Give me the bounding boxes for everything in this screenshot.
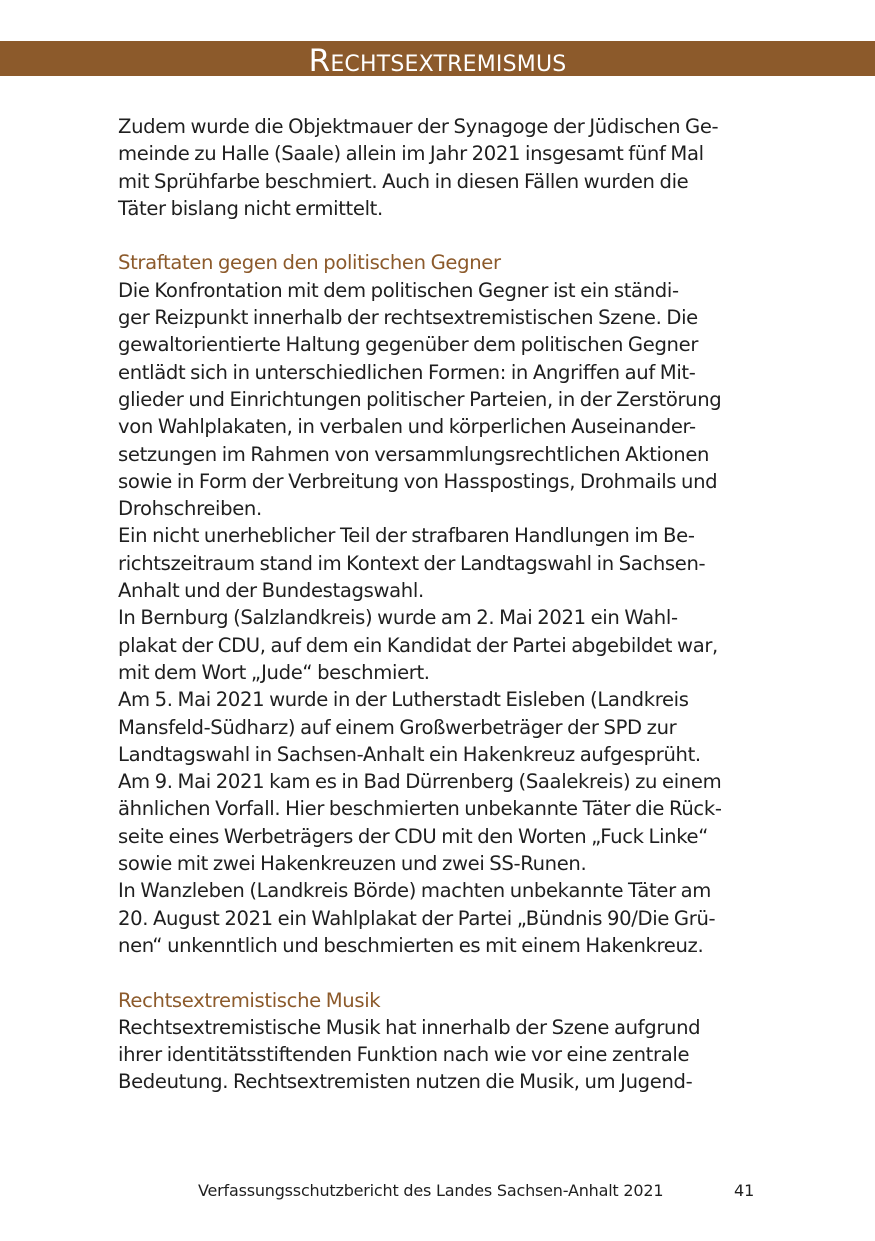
paragraph-line: plakat der CDU, auf dem ein Kandidat der Partei abgebildet war, [118, 633, 718, 657]
paragraph-line: Anhalt und der Bundestagswahl. [118, 579, 424, 603]
paragraph-line: mit Sprühfarbe beschmiert. Auch in diesen Fällen wurden die [118, 169, 689, 193]
paragraph-line: Zudem wurde die Objektmauer der Synagoge der Jüdischen Ge- [118, 115, 719, 138]
paragraph-line: richtszeitraum stand im Kontext der Landtagswahl in Sachsen- [118, 551, 706, 575]
page-number: 41 [734, 1181, 755, 1200]
paragraph-line: Landtagswahl in Sachsen-Anhalt ein Hakenkreuz aufgesprüht. [118, 742, 701, 766]
paragraph-line: ihrer identitätsstiftenden Funktion nach wie vor eine zentrale [118, 1043, 690, 1067]
paragraph-line: ger Reizpunkt innerhalb der rechtsextremistischen Szene. Die [118, 306, 698, 330]
paragraph-line: sowie in Form der Verbreitung von Hasspostings, Drohmails und [118, 469, 718, 493]
chapter-title: Rechtsextremismus [308, 43, 567, 79]
paragraph-line: meinde zu Halle (Saale) allein im Jahr 2021 insgesamt fünf Mal [118, 142, 704, 166]
paragraph-line: Bedeutung. Rechtsextremisten nutzen die Musik, um Jugend- [118, 1070, 693, 1094]
footer-text: Verfassungsschutzbericht des Landes Sachsen-Anhalt 2021 [198, 1181, 664, 1200]
paragraph-line: Rechtsextremistische Musik hat innerhalb der Szene aufgrund [118, 1015, 701, 1039]
paragraph-line: Drohschreiben. [118, 497, 262, 521]
paragraph-line: nen“ unkenntlich und beschmierten es mit einem Hakenkreuz. [118, 933, 704, 957]
page-body [118, 113, 758, 1096]
paragraph-line: In Wanzleben (Landkreis Börde) machten unbekannte Täter am [118, 879, 712, 903]
paragraph-line: In Bernburg (Salzlandkreis) wurde am 2. Mai 2021 ein Wahl- [118, 606, 678, 630]
paragraph-line: 20. August 2021 ein Wahlplakat der Partei „Bündnis 90/Die Grü- [118, 906, 716, 930]
paragraph-line: seite eines Werbeträgers der CDU mit den Worten „Fuck Linke“ [118, 824, 709, 848]
paragraph-line: Täter bislang nicht ermittelt. [118, 196, 383, 220]
paragraph-line: Die Konfrontation mit dem politischen Gegner ist ein ständi- [118, 278, 679, 302]
paragraph-line: ähnlichen Vorfall. Hier beschmierten unbekannte Täter die Rück- [118, 797, 722, 821]
section-heading: Rechtsextremistische Musik [118, 988, 381, 1012]
paragraph-line: von Wahlplakaten, in verbalen und körperlichen Auseinander- [118, 415, 696, 439]
paragraph-line: setzungen im Rahmen von versammlungsrechtlichen Aktionen [118, 442, 710, 466]
paragraph-line: Ein nicht unerheblicher Teil der strafbaren Handlungen im Be- [118, 524, 695, 548]
paragraph-line: entlädt sich in unterschiedlichen Formen: in Angriffen auf Mit- [118, 360, 696, 384]
paragraph-line: mit dem Wort „Jude“ beschmiert. [118, 660, 430, 684]
paragraph-line: Am 5. Mai 2021 wurde in der Lutherstadt Eisleben (Landkreis [118, 688, 689, 712]
paragraph-line: gewaltorientierte Haltung gegenüber dem politischen Gegner [118, 333, 699, 357]
paragraph-line: sowie mit zwei Hakenkreuzen und zwei SS-Runen. [118, 852, 587, 876]
section-heading: Straftaten gegen den politischen Gegner [118, 251, 501, 275]
paragraph-line: glieder und Einrichtungen politischer Parteien, in der Zerstörung [118, 387, 722, 411]
paragraph-line: Mansfeld-Südharz) auf einem Großwerbeträger der SPD zur [118, 715, 677, 739]
paragraph-line: Am 9. Mai 2021 kam es in Bad Dürrenberg (Saalekreis) zu einem [118, 770, 722, 794]
